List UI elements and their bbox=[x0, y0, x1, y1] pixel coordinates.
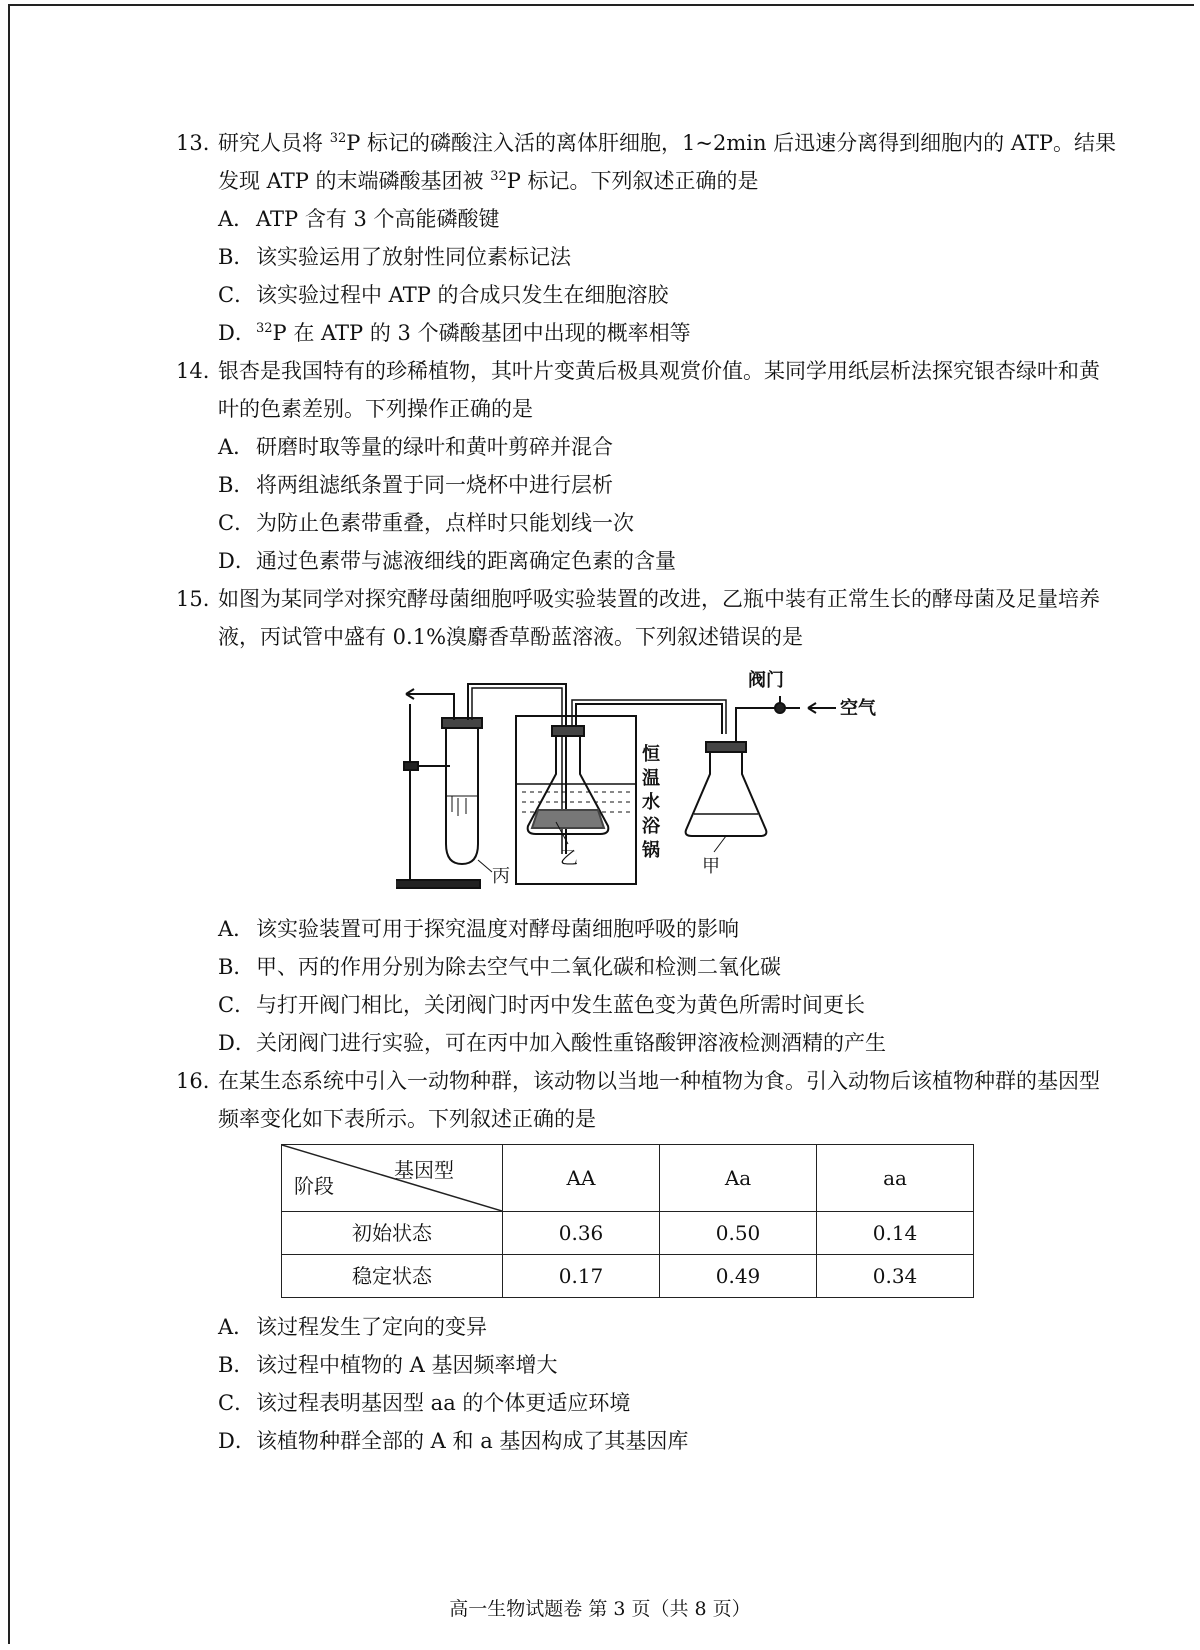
table-cell: 0.34 bbox=[817, 1255, 974, 1298]
question-14 bbox=[176, 352, 1116, 580]
option-letter: D． bbox=[218, 1031, 256, 1055]
option-d bbox=[176, 314, 1116, 352]
table-stage-cell: 初始状态 bbox=[282, 1212, 503, 1255]
label-bath-5: 锅 bbox=[642, 840, 660, 861]
option-text: 研磨时取等量的绿叶和黄叶剪碎并混合 bbox=[256, 435, 613, 459]
table-stage-cell: 稳定状态 bbox=[282, 1255, 503, 1298]
stand-base bbox=[396, 880, 480, 888]
option-text: 该实验过程中 ATP 的合成只发生在细胞溶胶 bbox=[256, 283, 669, 307]
question-16 bbox=[176, 1062, 1116, 1460]
question-13-stem bbox=[176, 124, 1116, 200]
option-d bbox=[176, 1024, 1116, 1062]
option-text: P 在 ATP 的 3 个磷酸基团中出现的概率相等 bbox=[272, 321, 691, 345]
question-number: 16. bbox=[176, 1069, 210, 1093]
option-d bbox=[176, 1422, 1116, 1460]
table-header-row bbox=[282, 1145, 974, 1212]
label-bath-3: 水 bbox=[642, 792, 660, 813]
option-letter: C． bbox=[218, 283, 256, 307]
label-bing: 丙 bbox=[492, 866, 510, 887]
option-a bbox=[176, 200, 1116, 238]
option-b bbox=[176, 466, 1116, 504]
superscript: 32 bbox=[490, 169, 507, 184]
stem-text: 研究人员将 bbox=[218, 131, 323, 155]
table-cell: 0.36 bbox=[503, 1212, 660, 1255]
option-b bbox=[176, 948, 1116, 986]
question-15 bbox=[176, 580, 1116, 1062]
label-yi: 乙 bbox=[560, 848, 578, 869]
apparatus-diagram bbox=[396, 664, 896, 896]
valve bbox=[775, 703, 785, 713]
label-valve: 阀门 bbox=[748, 670, 784, 691]
question-16-stem bbox=[176, 1062, 1116, 1138]
option-letter: B． bbox=[218, 473, 255, 497]
table-header: aa bbox=[817, 1145, 974, 1212]
question-15-stem bbox=[176, 580, 1116, 656]
option-d bbox=[176, 542, 1116, 580]
option-text: 该过程中植物的 A 基因频率增大 bbox=[256, 1353, 558, 1377]
table-cell: 0.17 bbox=[503, 1255, 660, 1298]
option-text: 为防止色素带重叠，点样时只能划线一次 bbox=[256, 511, 634, 535]
option-b bbox=[176, 1346, 1116, 1384]
option-a bbox=[176, 1308, 1116, 1346]
option-letter: B． bbox=[218, 245, 255, 269]
option-c bbox=[176, 1384, 1116, 1422]
option-text: 通过色素带与滤液细线的距离确定色素的含量 bbox=[256, 549, 676, 573]
option-text: 关闭阀门进行实验，可在丙中加入酸性重铬酸钾溶液检测酒精的产生 bbox=[256, 1031, 886, 1055]
option-c bbox=[176, 276, 1116, 314]
label-bath-1: 恒 bbox=[642, 744, 660, 765]
table-row bbox=[282, 1212, 974, 1255]
option-letter: C． bbox=[218, 511, 256, 535]
superscript: 32 bbox=[256, 321, 273, 336]
table-cell: 0.49 bbox=[660, 1255, 817, 1298]
label-air: 空气 bbox=[840, 698, 876, 719]
option-text: 与打开阀门相比，关闭阀门时丙中发生蓝色变为黄色所需时间更长 bbox=[256, 993, 865, 1017]
option-text: 该过程发生了定向的变异 bbox=[256, 1315, 487, 1339]
test-tube bbox=[446, 724, 478, 864]
tube-stopper bbox=[442, 718, 482, 728]
option-letter: D． bbox=[218, 1429, 256, 1453]
question-number: 14. bbox=[176, 359, 210, 383]
apparatus-figure bbox=[176, 664, 1116, 904]
option-text: 甲、丙的作用分别为除去空气中二氧化碳和检测二氧化碳 bbox=[256, 955, 781, 979]
flask-jia-stopper bbox=[706, 742, 746, 752]
option-letter: D． bbox=[218, 321, 256, 345]
option-letter: A． bbox=[218, 917, 255, 941]
option-text: 该实验装置可用于探究温度对酵母菌细胞呼吸的影响 bbox=[256, 917, 739, 941]
page-footer: 高一生物试题卷 第 3 页（共 8 页） bbox=[449, 1598, 751, 1620]
option-letter: A． bbox=[218, 207, 255, 231]
option-c bbox=[176, 986, 1116, 1024]
label-bath-4: 浴 bbox=[642, 816, 660, 837]
question-13 bbox=[176, 124, 1116, 352]
superscript: 32 bbox=[329, 131, 347, 146]
option-b bbox=[176, 238, 1116, 276]
yeast-culture bbox=[532, 810, 604, 828]
question-number: 15. bbox=[176, 587, 210, 611]
flask-jia bbox=[686, 750, 767, 836]
table-row bbox=[282, 1255, 974, 1298]
option-letter: B． bbox=[218, 955, 255, 979]
table-header: AA bbox=[503, 1145, 660, 1212]
genotype-table bbox=[281, 1144, 974, 1298]
table-cell: 0.50 bbox=[660, 1212, 817, 1255]
table-corner-cell bbox=[282, 1145, 503, 1212]
option-letter: A． bbox=[218, 435, 255, 459]
corner-label-genotype: 基因型 bbox=[394, 1158, 454, 1182]
stem-text: 在某生态系统中引入一动物种群，该动物以当地一种植物为食。引入动物后该植物种群的基因型频率变化如下表所示。下列叙述正确的是 bbox=[218, 1069, 1100, 1131]
option-c bbox=[176, 504, 1116, 542]
option-a bbox=[176, 428, 1116, 466]
option-text: 将两组滤纸条置于同一烧杯中进行层析 bbox=[256, 473, 613, 497]
option-text: 该过程表明基因型 aa 的个体更适应环境 bbox=[256, 1391, 631, 1415]
option-text: 该实验运用了放射性同位素标记法 bbox=[256, 245, 571, 269]
exam-content bbox=[176, 124, 1116, 1460]
option-letter: C． bbox=[218, 993, 256, 1017]
table-cell: 0.14 bbox=[817, 1212, 974, 1255]
option-text: ATP 含有 3 个高能磷酸键 bbox=[256, 207, 500, 231]
option-a bbox=[176, 910, 1116, 948]
option-letter: A． bbox=[218, 1315, 255, 1339]
inlet-tube bbox=[736, 708, 776, 742]
corner-label-stage: 阶段 bbox=[294, 1174, 334, 1198]
stem-text: P 标记的磷酸注入活的离体肝细胞，1~2min 后迅速分离得到细胞内的 ATP。结果发现 ATP 的末端磷酸基团被 bbox=[218, 131, 1117, 193]
question-14-stem bbox=[176, 352, 1116, 428]
option-text: 该植物种群全部的 A 和 a 基因构成了其基因库 bbox=[256, 1429, 689, 1453]
stem-text: 如图为某同学对探究酵母菌细胞呼吸实验装置的改进，乙瓶中装有正常生长的酵母菌及足量培养液，丙试管中盛有 0.1%溴麝香草酚蓝溶液。下列叙述错误的是 bbox=[218, 587, 1100, 649]
stand-clamp bbox=[404, 762, 418, 770]
stem-text: P 标记。下列叙述正确的是 bbox=[506, 169, 759, 193]
question-number: 13. bbox=[176, 131, 210, 155]
connecting-tube-2 bbox=[576, 704, 722, 734]
option-letter: B． bbox=[218, 1353, 255, 1377]
label-bath-2: 温 bbox=[642, 768, 660, 789]
table-header: Aa bbox=[660, 1145, 817, 1212]
flask-stopper bbox=[552, 726, 584, 736]
stem-text: 银杏是我国特有的珍稀植物，其叶片变黄后极具观赏价值。某同学用纸层析法探究银杏绿叶和黄叶的色素差别。下列操作正确的是 bbox=[218, 359, 1100, 421]
option-letter: C． bbox=[218, 1391, 256, 1415]
option-letter: D． bbox=[218, 549, 256, 573]
label-jia: 甲 bbox=[702, 856, 720, 877]
